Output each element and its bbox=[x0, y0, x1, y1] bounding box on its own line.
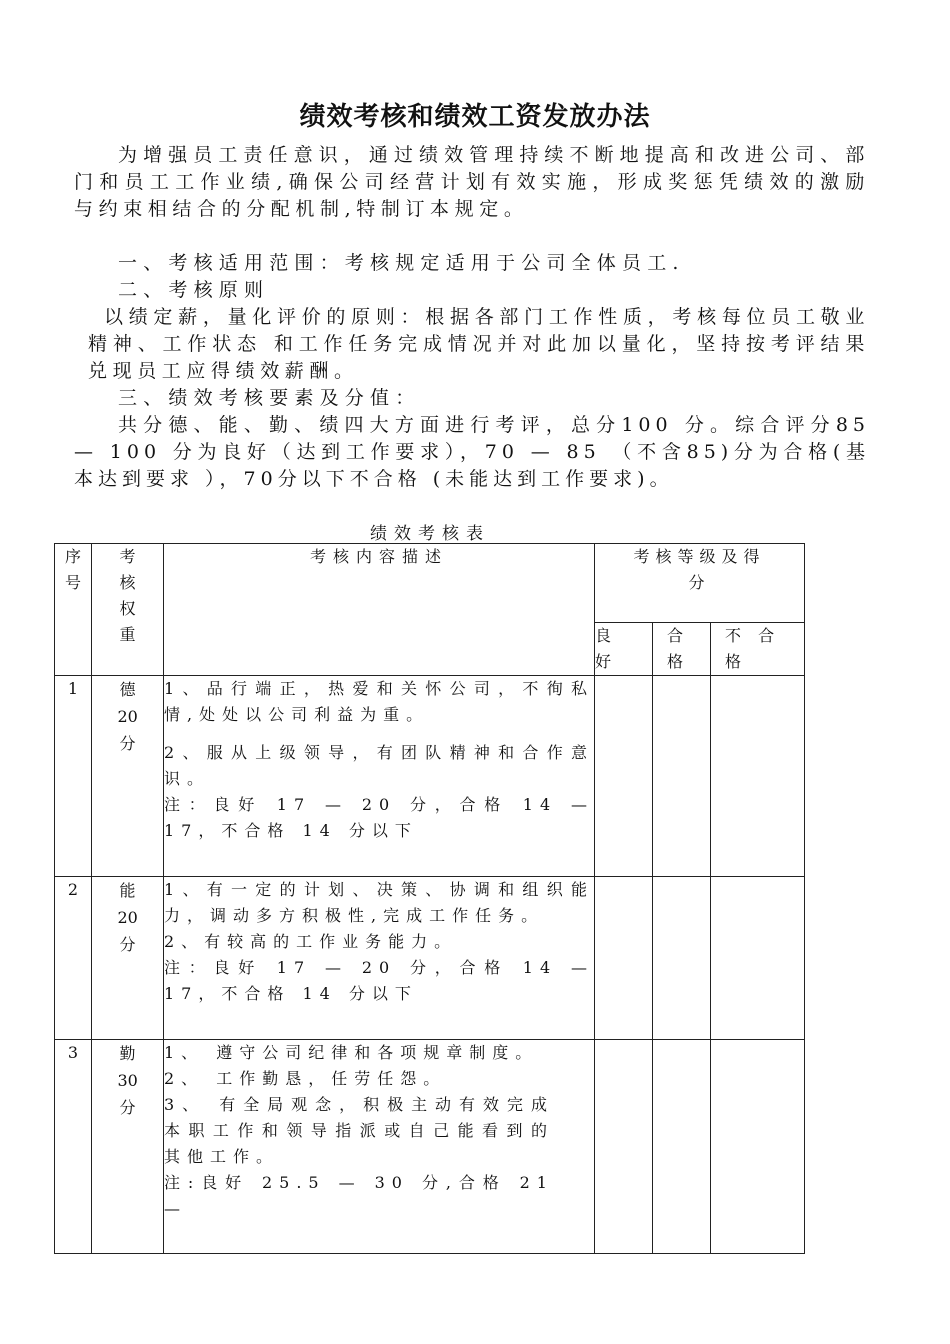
section-2-title: 二、考核原则 bbox=[118, 279, 270, 301]
row-index: 3 bbox=[55, 1040, 92, 1254]
intro-paragraph: 为增强员工责任意识，通过绩效管理持续不断地提高和改进公司、部门和员工工作业绩,确保公司经营计划有效实施，形成奖惩凭绩效的激励与约束相结合的分配机制,特制订本规定。 bbox=[74, 144, 870, 220]
section-1: 一、考核适用范围：考核规定适用于公司全体员工. bbox=[118, 252, 685, 274]
criterion-text: 3、 有全局观念，积极主动有效完成本职工作和领导指派或自己能看到的其他工作。 bbox=[164, 1095, 554, 1166]
row-index: 1 bbox=[55, 676, 92, 877]
table-row bbox=[55, 1040, 805, 1254]
criterion-text: 1、 遵守公司纪律和各项规章制度。 bbox=[164, 1043, 539, 1062]
document-title: 绩效考核和绩效工资发放办法 bbox=[299, 102, 651, 132]
score-good-cell[interactable] bbox=[595, 1040, 653, 1254]
criterion-note: 注：良好 17 — 20 分，合格 14 — 17，不合格 14 分以下 bbox=[164, 795, 594, 840]
criterion-text: 1、有一定的计划、决策、协调和组织能力，调动多方积极性,完成工作任务。 bbox=[164, 880, 594, 925]
criterion-note: 注:良好 25.5 — 30 分,合格 21 — bbox=[164, 1173, 554, 1218]
score-pass-cell[interactable] bbox=[653, 676, 711, 877]
section-3-body: 共分德、能、勤、绩四大方面进行考评，总分100 分。综合评分85 — 100 分为良好（达到工作要求），70 — 85 （不含85)分为合格(基本达到要求 ），70分以下不合格 (未能达到工作要求)。 bbox=[74, 414, 870, 490]
section-2-body: 以绩定薪，量化评价的原则：根据各部门工作性质，考核每位员工敬业精神、工作状态 和工作任务完成情况并对此加以量化，坚持按考评结果兑现员工应得绩效薪酬。 bbox=[88, 306, 870, 382]
header-description: 考核内容描述 bbox=[164, 544, 595, 676]
criterion-note: 注：良好 17 — 20 分，合格 14 — 17，不合格 14 分以下 bbox=[164, 958, 594, 1003]
score-fail-cell[interactable] bbox=[711, 877, 805, 1040]
row-weight: 勤30分 bbox=[92, 1040, 164, 1254]
header-weight: 考核权重 bbox=[92, 544, 164, 676]
table-row bbox=[55, 877, 805, 1040]
header-pass: 合格 bbox=[653, 623, 711, 676]
criterion-text: 1、品行端正，热爱和关怀公司，不徇私情,处处以公司利益为重。 bbox=[164, 679, 594, 724]
criterion-text: 2、 工作勤恳，任劳任怨。 bbox=[164, 1069, 447, 1088]
assessment-table bbox=[54, 543, 805, 1254]
row-description bbox=[164, 1040, 595, 1254]
row-description bbox=[164, 676, 595, 877]
section-3-title: 三、绩效考核要素及分值： bbox=[118, 387, 421, 409]
score-fail-cell[interactable] bbox=[711, 1040, 805, 1254]
header-fail: 不 合格 bbox=[711, 623, 805, 676]
header-grade: 考核等级及得分 bbox=[595, 544, 805, 623]
header-good: 良好 bbox=[595, 623, 653, 676]
score-good-cell[interactable] bbox=[595, 877, 653, 1040]
score-pass-cell[interactable] bbox=[653, 877, 711, 1040]
score-fail-cell[interactable] bbox=[711, 676, 805, 877]
criterion-text: 2、服从上级领导，有团队精神和合作意识。 bbox=[164, 743, 594, 788]
row-weight: 德20分 bbox=[92, 676, 164, 877]
score-good-cell[interactable] bbox=[595, 676, 653, 877]
row-index: 2 bbox=[55, 877, 92, 1040]
table-header-row bbox=[55, 544, 805, 623]
criterion-text: 2、有较高的工作业务能力。 bbox=[164, 932, 458, 951]
table-row bbox=[55, 676, 805, 877]
score-pass-cell[interactable] bbox=[653, 1040, 711, 1254]
row-description bbox=[164, 877, 595, 1040]
row-weight: 能20分 bbox=[92, 877, 164, 1040]
table-caption: 绩效考核表 bbox=[370, 524, 490, 544]
header-index: 序号 bbox=[55, 544, 92, 676]
